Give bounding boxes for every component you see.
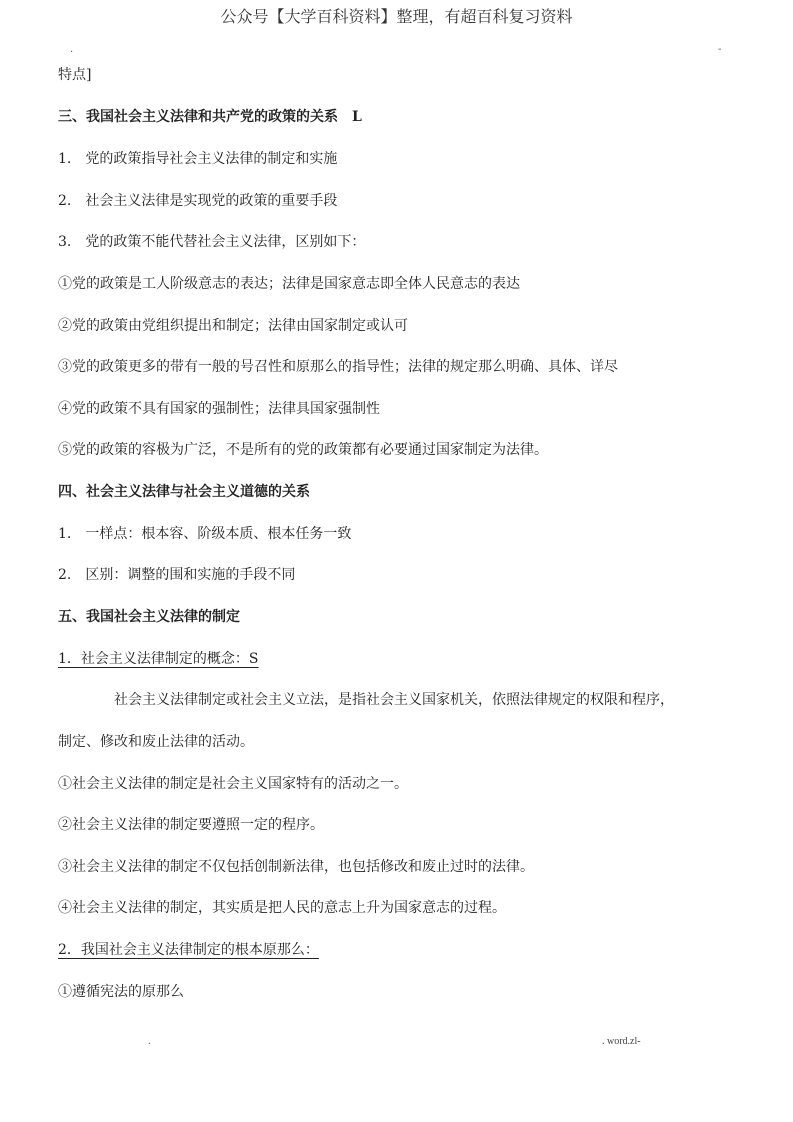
list-item: ②社会主义法律的制定要遵照一定的程序。 xyxy=(58,817,324,833)
document-header: 公众号【大学百科资料】整理，有超百科复习资料 xyxy=(220,7,573,26)
list-item: ①社会主义法律的制定是社会主义国家特有的活动之一。 xyxy=(58,776,408,792)
list-item: ①遵循宪法的原那么 xyxy=(58,984,184,1000)
footer-left-mark: . xyxy=(148,1036,151,1047)
list-item: ③社会主义法律的制定不仅包括创制新法律，也包括修改和废止过时的法律。 xyxy=(58,859,534,875)
list-item: ⑤党的政策的容极为广泛，不是所有的党的政策都有必要通过国家制定为法律。 xyxy=(58,442,548,458)
list-item: ④党的政策不具有国家的强制性；法律具国家强制性 xyxy=(58,401,380,417)
subsection-heading: 1．社会主义法律制定的概念：S xyxy=(58,651,259,667)
list-item: 3. 党的政策不能代替社会主义法律，区别如下： xyxy=(58,234,366,250)
section-heading-5: 五、我国社会主义法律的制定 xyxy=(58,609,240,625)
footer-source: . word.zl- xyxy=(602,1036,641,1047)
paragraph-line: 社会主义法律制定或社会主义立法，是指社会主义国家机关，依照法律规定的权限和程序， xyxy=(114,692,674,708)
section-heading-3: 三、我国社会主义法律和共产党的政策的关系 L xyxy=(58,109,362,125)
list-item: 2. 区别：调整的围和实施的手段不同 xyxy=(58,567,296,583)
section-heading-4: 四、社会主义法律与社会主义道德的关系 xyxy=(58,484,310,500)
paragraph-line: 制定、修改和废止法律的活动。 xyxy=(58,734,254,750)
list-item: ①党的政策是工人阶级意志的表达；法律是国家意志即全体人民意志的表达 xyxy=(58,276,520,292)
list-item: 2. 社会主义法律是实现党的政策的重要手段 xyxy=(58,193,338,209)
list-item: ②党的政策由党组织提出和制定；法律由国家制定或认可 xyxy=(58,318,408,334)
subsection-heading: 2．我国社会主义法律制定的根本原那么： xyxy=(58,942,319,958)
list-item: ④社会主义法律的制定，其实质是把人民的意志上升为国家意志的过程。 xyxy=(58,900,506,916)
list-item: 1. 一样点：根本容、阶级本质、根本任务一致 xyxy=(58,526,352,542)
top-right-mark: - xyxy=(718,44,722,55)
list-item: ③党的政策更多的带有一般的号召性和原那么的指导性；法律的规定那么明确、具体、详尽 xyxy=(58,359,618,375)
line-continuation: 特点] xyxy=(58,67,92,83)
list-item: 1. 党的政策指导社会主义法律的制定和实施 xyxy=(58,151,338,167)
top-left-mark: . xyxy=(70,44,74,55)
